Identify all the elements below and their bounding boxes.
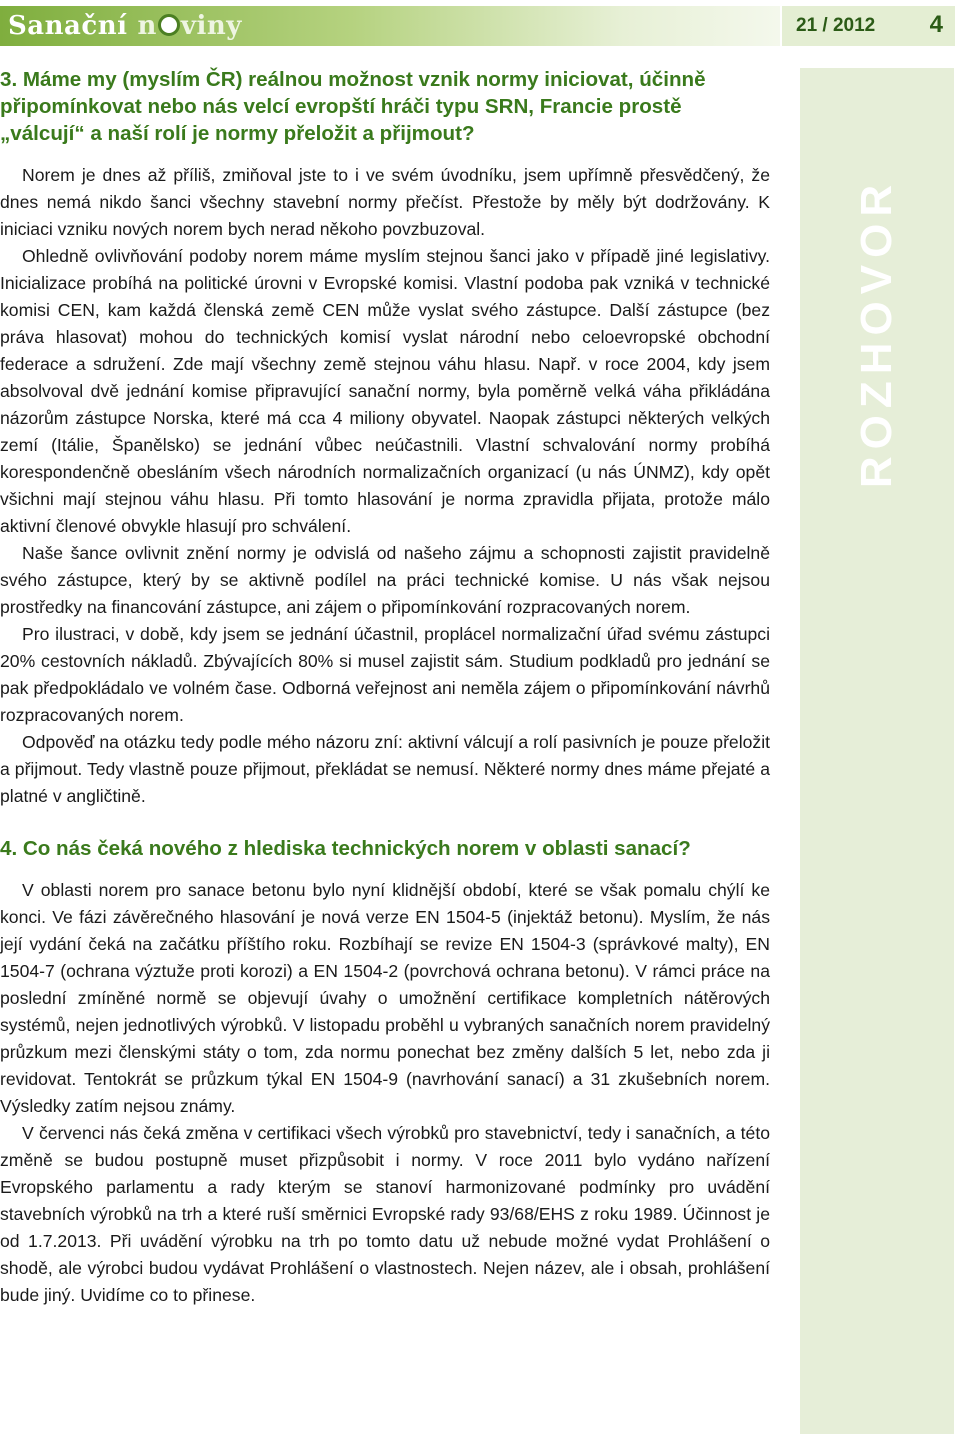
question-3: 3. Máme my (myslím ČR) reálnou možnost vznik normy iniciovat, účinně připomínkovat nebo nás velcí evropští hráči typu SRN, Francie prostě „válcují“ a naší rolí je normy přeložit a přijmout? <box>0 68 706 145</box>
page-header <box>0 6 960 46</box>
section-sidebar <box>800 68 954 1434</box>
section-label: ROZHOVOR <box>852 177 901 489</box>
paragraph: V oblasti norem pro sanace betonu bylo nyní klidnější období, které se však pomalu chýlí ke konci. Ve fázi závěrečného hlasování je nová verze EN 1504-5 (injektáž betonu). Myslím, že nás její vydání čeká na začátku příštího roku. Rozbíhají se revize EN 1504-3 (správkové malty), EN 1504-7 (ochrana výztuže proti korozi) a EN 1504-2 (povrchová ochrana betonu). V rámci práce na poslední zmíněné normě se objevují úvahy o umožnění certifikace kompletních nátěrových systémů, nejen jednotlivých výrobků. V listopadu proběhl u vybraných sanačních norem pravidelný průzkum mezi členskými státy o tom, zda normu ponechat bez změny dalších 5 let, nebo zda ji revidovat. Tentokrát se průzkum týkal EN 1504-9 (navrhování sanací) a 31 zkušebních norem. Výsledky zatím nejsou známy. <box>0 880 770 1116</box>
logo-word-1: Sanační <box>8 11 128 41</box>
page-number: 4 <box>929 11 943 38</box>
paragraph: Ohledně ovlivňování podoby norem máme myslím stejnou šanci jako v případě jiné legislativy. Inicializace probíhá na politické úrovni v Evropské komisi. Vlastní podoba pak vzniká v technické komisi CEN, kam každá členská země CEN může vyslat svého zástupce. Další zástupce (bez práva hlasovat) mohou do technických komisí vyslat národní nebo celoevropské obchodní federace a sdružení. Zde mají všechny země stejnou váhu hlasu. Např. v roce 2004, kdy jsem absolvoval dvě jednání komise připravující sanační normy, byla poměrně velká váha přikládána názorům zástupce Norska, které má cca 4 miliony obyvatel. Naopak zástupci některých velkých zemí (Itálie, Španělsko) se jednání vůbec neúčastnili. Vlastní schvalování normy probíhá korespondenčně obesláním všech národních normalizačních organizací (u nás ÚNMZ), kdy opět všichni mají stejnou váhu hlasu. Při tomto hlasování je norma zpravidla přijata, protože málo aktivní členové obvykle hlasují pro schválení. <box>0 246 770 536</box>
logo-ring-icon <box>158 14 180 36</box>
logo-word-2-start: n <box>137 11 157 41</box>
paragraph: Pro ilustraci, v době, kdy jsem se jednání účastnil, proplácel normalizační úřad svému zástupci 20% cestovních nákladů. Zbývajících 80% si musel zajistit sám. Studium podkladů pro jednání se pak předpokládalo ve volném čase. Odborná veřejnost ani neměla zájem o připomínkování návrhů rozpracovaných norem. <box>0 624 770 725</box>
logo-banner <box>0 6 780 46</box>
article-body <box>0 66 770 1309</box>
logo-word-2-end: viny <box>180 11 242 41</box>
masthead-logo <box>8 8 242 44</box>
paragraph: Odpověď na otázku tedy podle mého názoru zní: aktivní válcují a rolí pasivních je pouze přeložit a přijmout. Tedy vlastně pouze přijmout, překládat se nemusí. Některé normy dnes máme přejaté a platné v angličtině. <box>0 732 770 806</box>
issue-number: 21 / 2012 <box>796 15 876 36</box>
paragraph: Naše šance ovlivnit znění normy je odvislá od našeho zájmu a schopnosti zajistit pravidelně svého zástupce, který by se aktivně podílel na práci technické komise. U nás však nejsou prostředky na financování zástupce, ani zájem o připomínkování rozpracovaných norem. <box>0 543 770 617</box>
question-4: 4. Co nás čeká nového z hlediska technických norem v oblasti sanací? <box>0 837 691 860</box>
paragraph: V červenci nás čeká změna v certifikaci všech výrobků pro stavebnictví, tedy i sanačních, a této změně se budou postupně muset přizpůsobit i normy. V roce 2011 bylo vydáno nařízení Evropského parlamentu a rady kterým se stanoví harmonizované podmínky pro uvádění stavebních výrobků na trh a které ruší směrnici Evropské rady 93/68/EHS z roku 1989. Účinnost je od 1.7.2013. Při uvádění výrobku na trh po tomto datu už nebude možné vydat Prohlášení o shodě, ale výrobci budou vydávat Prohlášení o vlastnostech. Nejen název, ale i obsah, prohlášení bude jiný. Uvidíme co to přinese. <box>0 1123 770 1305</box>
paragraph: Norem je dnes až příliš, zmiňoval jste to i ve svém úvodníku, jsem upřímně přesvědčený, že dnes nemá nikdo šanci všechny stavební normy přečíst. Přestože by měly být dodržovány. K iniciaci vzniku nových norem bych nerad někoho povzbuzoval. <box>0 165 770 239</box>
issue-box <box>782 6 955 46</box>
